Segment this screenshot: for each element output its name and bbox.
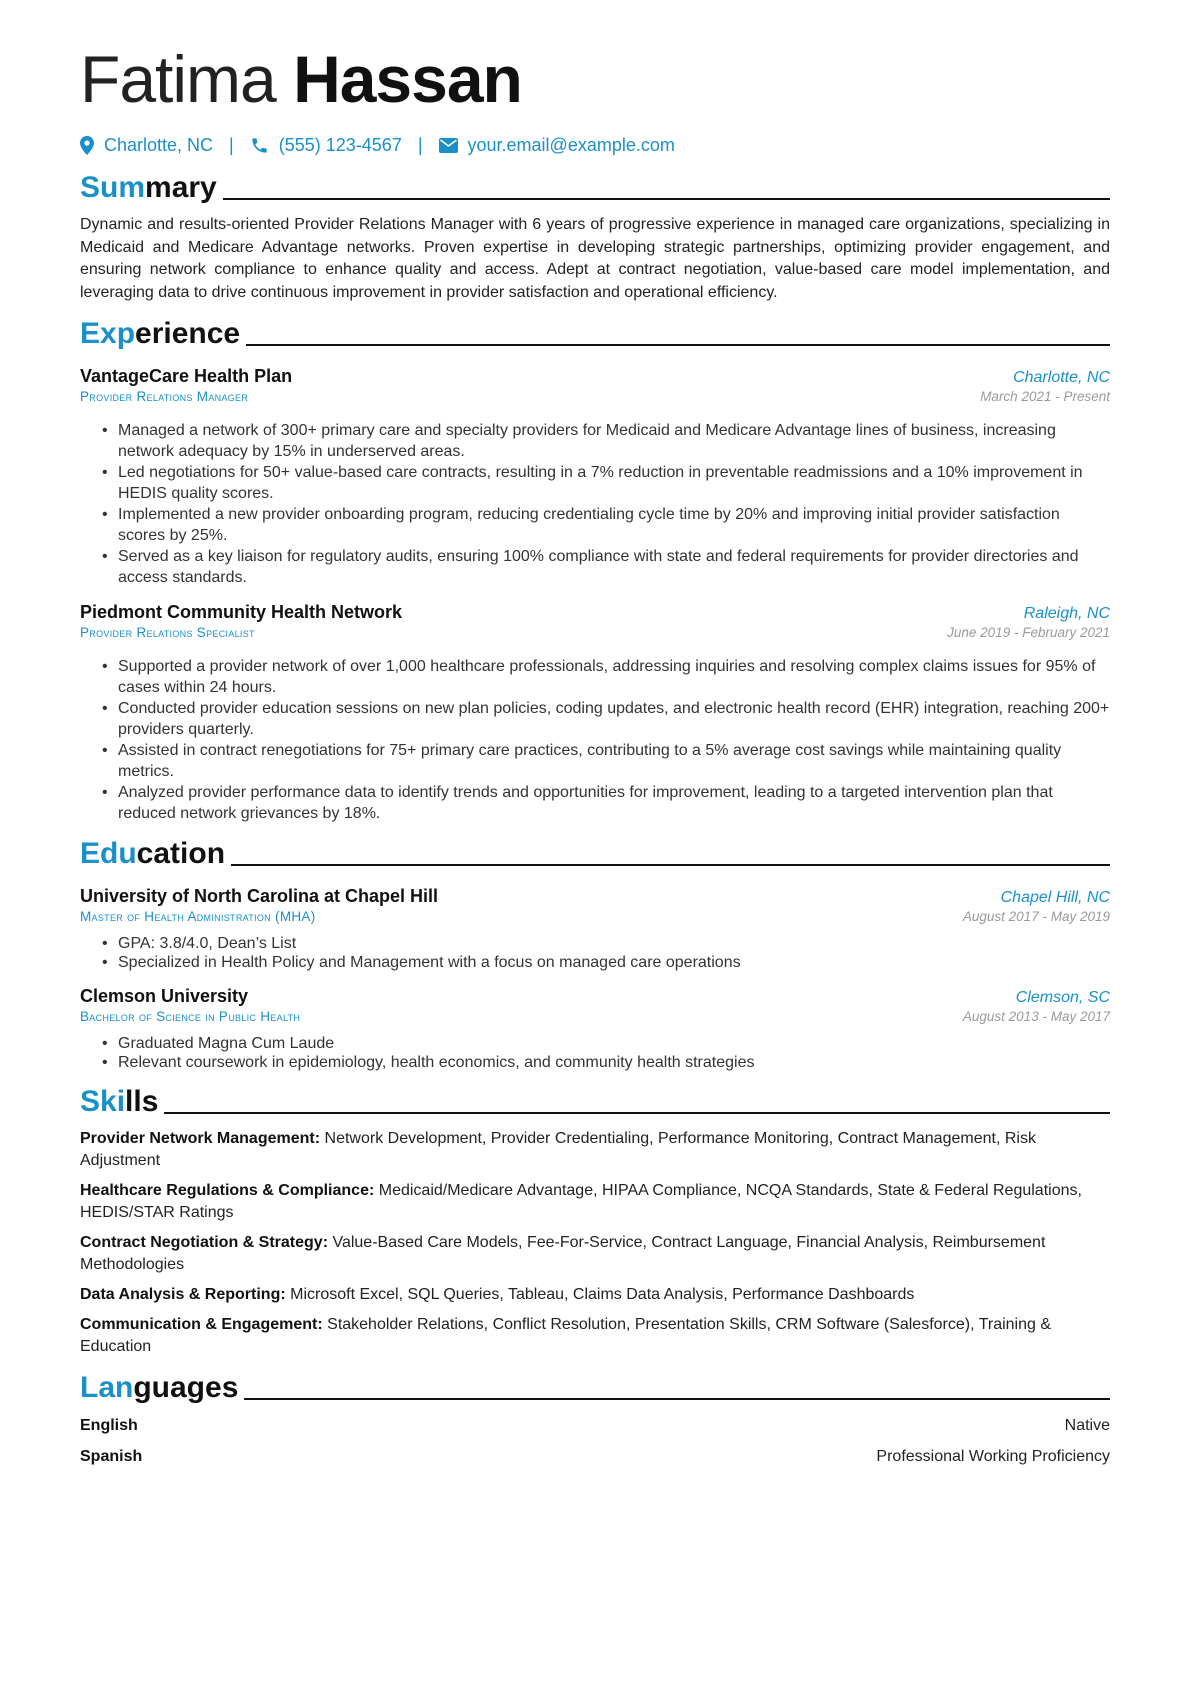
section-title: Languages [80,1371,239,1404]
summary-heading [80,170,1110,206]
contact-line [80,132,1110,158]
education-dates: August 2017 - May 2019 [962,909,1110,924]
job-dates: March 2021 - Present [980,389,1110,404]
bullet-item: • Relevant coursework in epidemiology, health economics, and community health strategies [118,1053,1110,1072]
skill-items: Stakeholder Relations, Conflict Resolution, Presentation Skills, CRM Software (Salesforce), Training & Education [80,1316,1052,1355]
skills-list [80,1128,1110,1358]
language-row [80,1415,1110,1437]
bullet-item: • Served as a key liaison for regulatory audits, ensuring 100% compliance with state and federal requirements for provider directories and access standards. [118,546,1110,588]
education-entry [80,886,1110,972]
degree-name: Master of Health Administration (MHA) [80,909,316,924]
skill-category: Communication & Engagement: [80,1316,323,1333]
location-text: Charlotte, NC [104,134,214,155]
education-heading [80,836,1110,872]
map-pin-icon [80,136,94,155]
section-rule [164,1112,1110,1114]
skill-items: Microsoft Excel, SQL Queries, Tableau, Claims Data Analysis, Performance Dashboards [290,1286,915,1303]
bullet-item: • GPA: 3.8/4.0, Dean’s List [118,934,1110,953]
skill-category: Provider Network Management: [80,1130,321,1147]
skill-group [80,1232,1110,1276]
job-title: Provider Relations Specialist [80,625,255,640]
contact-location [80,135,213,156]
language-row [80,1446,1110,1468]
section-title: Education [80,837,226,870]
school-location: Clemson, SC [1015,989,1110,1006]
skill-group [80,1314,1110,1358]
employer-name: VantageCare Health Plan [80,366,293,386]
bullet-item: • Specialized in Health Policy and Management with a focus on managed care operations [118,953,1110,972]
phone-icon [250,136,269,155]
summary-text: Dynamic and results-oriented Provider Relations Manager with 6 years of progressive experience in managed care organizations, specializing in Medicaid and Medicare Advantage networks. Proven expertise in developing strategic partnerships, optimizing provider engagement, and ensuring network compliance to enhance quality and access. Adept at contract negotiation, value-based care model implementation, and leveraging data to drive continuous improvement in provider satisfaction and operational efficiency. [80,216,1110,301]
contact-email [439,135,675,156]
education-bullets [80,934,1110,972]
degree-name: Bachelor of Science in Public Health [80,1009,301,1024]
section-title: Summary [80,171,217,204]
school-name: Clemson University [80,986,249,1006]
first-name: Fatima [80,42,276,116]
language-level: Native [1064,1417,1110,1434]
contact-separator: | [417,134,423,155]
section-rule [244,1398,1110,1400]
skill-items: Network Development, Provider Credentialing, Performance Monitoring, Contract Management, Risk Adjustment [80,1130,1036,1169]
education-dates: August 2013 - May 2017 [962,1009,1110,1024]
job-entry [80,602,1110,824]
last-name: Hassan [293,42,522,116]
skill-category: Contract Negotiation & Strategy: [80,1234,329,1251]
contact-phone [250,135,402,156]
section-rule [231,864,1110,866]
education-entry [80,986,1110,1072]
job-bullets [80,420,1110,588]
bullet-item: • Led negotiations for 50+ value-based care contracts, resulting in a 7% reduction in preventable readmissions and a 10% improvement in HEDIS quality scores. [118,462,1110,504]
job-dates: June 2019 - February 2021 [947,625,1110,640]
section-title: Experience [80,317,241,350]
bullet-item: • Assisted in contract renegotiations for 75+ primary care practices, contributing to a 5% average cost savings while maintaining quality metrics. [118,740,1110,782]
section-rule [223,198,1110,200]
bullet-item: • Supported a provider network of over 1,000 healthcare professionals, addressing inquiries and resolving complex claims issues for 95% of cases within 24 hours. [118,656,1110,698]
section-title: Skills [80,1085,159,1118]
job-location: Charlotte, NC [1013,369,1110,386]
bullet-item: • Graduated Magna Cum Laude [118,1034,1110,1053]
skill-category: Data Analysis & Reporting: [80,1286,286,1303]
employer-name: Piedmont Community Health Network [80,602,403,622]
skill-items: Value-Based Care Models, Fee-For-Service, Contract Language, Financial Analysis, Reimbursement Methodologies [80,1234,1046,1273]
envelope-icon [439,138,458,153]
skill-items: Medicaid/Medicare Advantage, HIPAA Compliance, NCQA Standards, State & Federal Regulations, HEDIS/STAR Ratings [80,1182,1082,1221]
skills-heading [80,1084,1110,1120]
bullet-item: • Managed a network of 300+ primary care and specialty providers for Medicaid and Medicare Advantage lines of business, increasing network adequacy by 15% in underserved areas. [118,420,1110,462]
school-name: University of North Carolina at Chapel Hill [80,886,439,906]
languages-heading [80,1370,1110,1406]
experience-heading [80,316,1110,352]
school-location: Chapel Hill, NC [1000,889,1110,906]
education-bullets [80,1034,1110,1072]
phone-link[interactable]: (555) 123-4567 [278,134,402,155]
job-location: Raleigh, NC [1023,605,1110,622]
contact-separator: | [229,134,234,155]
job-bullets [80,656,1110,824]
skill-group [80,1180,1110,1224]
job-entry [80,366,1110,588]
skill-category: Healthcare Regulations & Compliance: [80,1182,375,1199]
skill-group [80,1128,1110,1172]
job-title: Provider Relations Manager [80,389,249,404]
bullet-item: • Analyzed provider performance data to identify trends and opportunities for improvement, leading to a targeted intervention plan that reduced network grievances by 18%. [118,782,1110,824]
bullet-item: • Conducted provider education sessions on new plan policies, coding updates, and electronic health record (EHR) integration, reaching 200+ providers quarterly. [118,698,1110,740]
skill-group [80,1284,1110,1306]
bullet-item: • Implemented a new provider onboarding program, reducing credentialing cycle time by 20% and improving initial provider satisfaction scores by 25%. [118,504,1110,546]
language-name: Spanish [80,1448,143,1465]
section-rule [246,344,1110,346]
email-link[interactable]: your.email@example.com [467,134,675,155]
candidate-name [80,40,1110,118]
language-level: Professional Working Proficiency [876,1448,1110,1465]
language-name: English [80,1417,138,1434]
